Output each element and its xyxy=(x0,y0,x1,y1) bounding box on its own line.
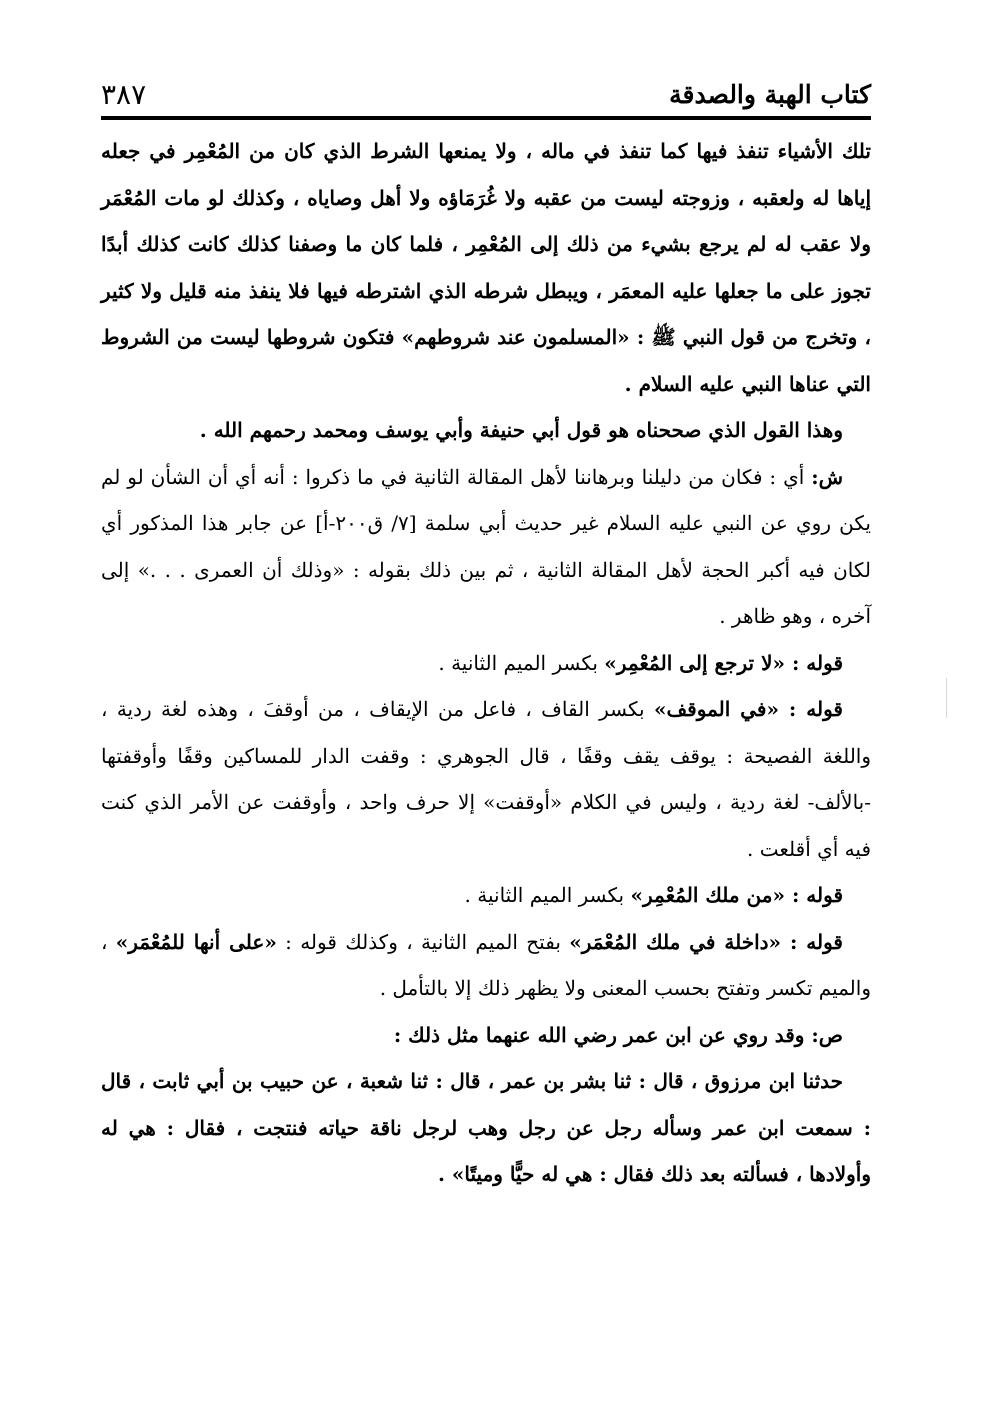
paragraph-hadith-isnad xyxy=(101,1058,871,1198)
quoted-phrase: قوله : «من ملك المُعْمِر» xyxy=(630,883,843,907)
paragraph-text: بكسر القاف ، فاعل من الإيقاف ، من أوقفَ ، وهذه لغة ردية ، واللغة الفصيحة : يوقف يقف وقفًا ، قال الجوهري : وقفت الدار للمساكين وقفًا وأوقفتها -بالألف- لغة ردية ، وليس في الكلام «أوقفت» إلا حرف واحد ، وأوقفت عن الأمر الذي كنت فيه أي أقلعت . xyxy=(101,697,871,861)
paragraph-sharh xyxy=(101,454,871,640)
sharh-marker: ش: xyxy=(811,464,843,489)
paragraph-matn-hanafi xyxy=(101,407,871,454)
paragraph-text: ص: وقد روي عن ابن عمر رضي الله عنهما مثل ذلك : xyxy=(393,1022,843,1047)
paragraph-matn-continuation xyxy=(101,128,871,407)
quoted-phrase: قوله : «داخلة في ملك المُعْمَر» xyxy=(569,929,843,954)
paragraph-text: بكسر الميم الثانية . xyxy=(438,650,605,675)
quoted-phrase: قوله : «لا ترجع إلى المُعْمِر» xyxy=(604,650,843,675)
quoted-phrase-second: «على أنها للمُعْمَر» xyxy=(115,929,277,954)
header-rule xyxy=(101,116,871,120)
page-body xyxy=(101,128,871,1198)
paragraph-qawluhu-4 xyxy=(101,919,871,1012)
paragraph-text: بفتح الميم الثانية ، وكذلك قوله : xyxy=(276,929,570,954)
book-title: كتاب الهبة والصدقة xyxy=(669,80,871,109)
paragraph-qawluhu-1 xyxy=(101,640,871,687)
paragraph-text: ، والميم تكسر وتفتح بحسب المعنى ولا يظهر ذلك إلا بالتأمل . xyxy=(101,929,871,1000)
paragraph-qawluhu-2 xyxy=(101,686,871,872)
paragraph-matn-ibn-umar xyxy=(101,1012,871,1059)
quoted-phrase: قوله : «في الموقف» xyxy=(653,697,843,721)
paragraph-text: وهذا القول الذي صححناه هو قول أبي حنيفة وأبي يوسف ومحمد رحمهم الله . xyxy=(199,418,843,442)
paragraph-text: أي : فكان من دليلنا وبرهاننا لأهل المقالة الثانية في ما ذكروا : أنه أي أن الشأن لو لم يكن روي عن النبي عليه السلام غير حديث أبي سلمة [٧/ ق٢٠٠-أ] عن جابر هذا المذكور أي لكان فيه أكبر الحجة لأهل المقالة الثانية ، ثم بين ذلك بقوله : «وذلك أن العمرى . . .» إلى آخره ، وهو ظاهر . xyxy=(101,464,872,628)
paragraph-text: حدثنا ابن مرزوق ، قال : ثنا بشر بن عمر ، قال : ثنا شعبة ، عن حبيب بن أبي ثابت ، قال : سمعت ابن عمر وسأله رجل عن رجل وهب لرجل ناقة حياته فنتجت ، فقال : هي له وأولادها ، فسألته بعد ذلك فقال : هي له حيًّا وميتًا» . xyxy=(101,1069,871,1186)
paragraph-text: تلك الأشياء تنفذ فيها كما تنفذ في ماله ، ولا يمنعها الشرط الذي كان من المُعْمِر في جعله إياها له ولعقبه ، وزوجته ليست من عقبه ولا غُرَمَاؤه ولا أهل وصاياه ، وكذلك لو مات المُعْمَر ولا عقب له لم يرجع بشيء من ذلك إلى المُعْمِر ، فلما كان ما وصفنا كذلك كانت كذلك أبدًا تجوز على ما جعلها عليه المعمَر ، ويبطل شرطه الذي اشترطه فيها فلا ينفذ منه قليل ولا كثير ، وتخرج من قول النبي ﷺ : «المسلمون عند شروطهم» فتكون شروطها ليست من الشروط التي عناها النبي عليه السلام . xyxy=(101,139,871,396)
page-number: ٣٨٧ xyxy=(101,78,147,111)
scan-margin-mark xyxy=(946,678,949,718)
paragraph-qawluhu-3 xyxy=(101,872,871,919)
paragraph-text: بكسر الميم الثانية . xyxy=(464,883,631,907)
page-header xyxy=(101,66,871,110)
